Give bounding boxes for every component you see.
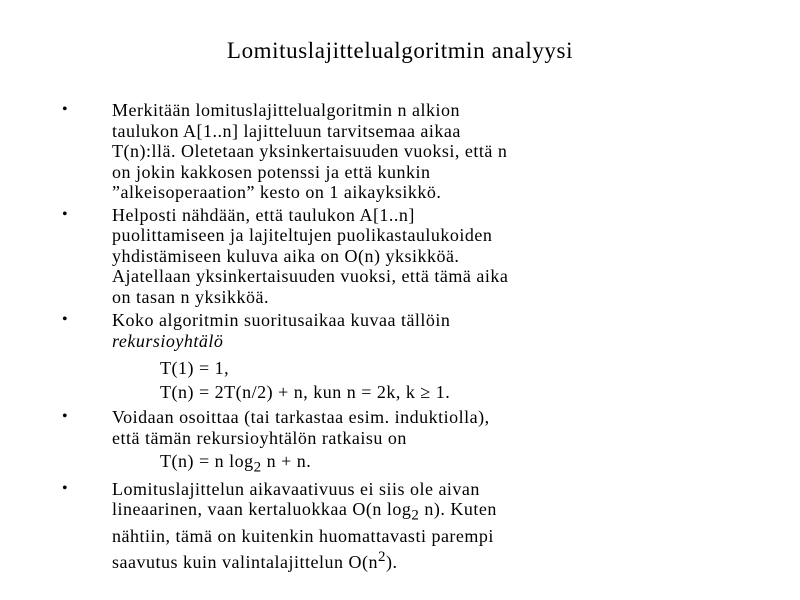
bullet-item	[62, 407, 742, 479]
bullet-icon: •	[62, 311, 69, 328]
bullet-line: Lomituslajittelun aikavaativuus ei siis ole aivan	[112, 478, 480, 499]
bullet-line: taulukon A[1..n] lajitteluun tarvitsemaa aikaa	[112, 120, 461, 141]
bullet-line: puolittamiseen ja lajiteltujen puolikastaulukoiden	[112, 225, 493, 245]
bullet-item	[62, 310, 742, 403]
bullet-line: Merkitään lomituslajittelualgoritmin n alkion	[112, 100, 460, 120]
bullet-icon: •	[62, 205, 69, 223]
bullet-item	[62, 205, 742, 308]
bullet-line: saavutus kuin valintalajittelun $O(n^2)$.	[112, 548, 398, 572]
bullet-icon: •	[62, 408, 69, 425]
bullet-list	[62, 100, 742, 572]
recurrence-term: rekursioyhtälö	[112, 330, 224, 351]
bullet-line: että tämän rekursioyhtälön ratkaisu on	[112, 427, 407, 448]
bullet-line: on jokin kakkosen potenssi ja että kunkin	[112, 161, 431, 182]
bullet-line: yhdistämiseen kuluva aika on O(n) yksikköä.	[112, 245, 460, 266]
bullet-line: Koko algoritmin suoritusaikaa kuvaa tällöin	[112, 310, 451, 330]
bullet-line: Helposti nähdään, että taulukon A[1..n]	[112, 204, 415, 225]
bullet-line: nähtiin, tämä on kuitenkin huomattavasti parempi	[112, 526, 494, 547]
formula-base-case: T(1) = 1,	[160, 358, 230, 378]
bullet-icon: •	[62, 479, 69, 497]
bullet-line: on tasan n yksikköä.	[112, 286, 269, 307]
bullet-line: lineaarinen, vaan kertaluokkaa O(n $\log_2 n$). Kuten	[112, 499, 497, 524]
bullet-line: T(n):llä. Oletetaan yksinkertaisuuden vuoksi, että n	[112, 141, 508, 161]
bullet-icon: •	[62, 101, 69, 118]
bullet-item	[62, 100, 742, 203]
bullet-line: Ajatellaan yksinkertaisuuden vuoksi, että tämä aika	[112, 266, 509, 286]
bullet-item	[62, 479, 742, 573]
formula-recurrence: T(n) = 2T(n/2) + n, kun n = 2k, k ≥ 1.	[160, 382, 451, 402]
bullet-line: ”alkeisoperaation” kesto on 1 aikayksikkö.	[112, 182, 442, 202]
slide-title: Lomituslajittelualgoritmin analyysi	[226, 38, 574, 63]
bullet-line: Voidaan osoittaa (tai tarkastaa esim. induktiolla),	[112, 407, 490, 427]
formula-solution: T(n) = n $\log_2 n + n$.	[160, 451, 312, 476]
